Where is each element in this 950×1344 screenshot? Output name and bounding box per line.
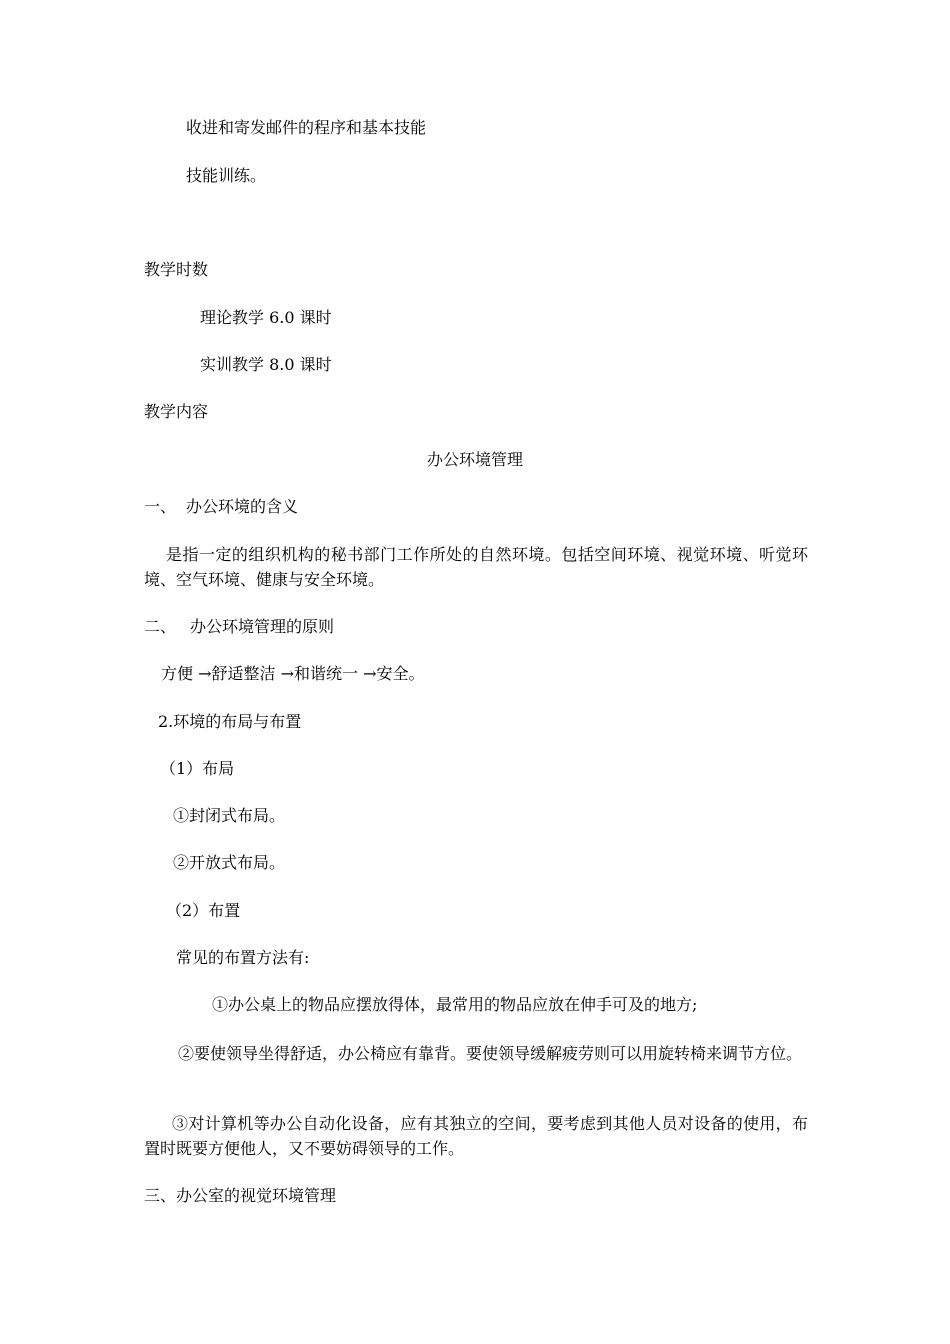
text-practice-hours: 实训教学 8.0 课时 xyxy=(200,355,332,374)
layout-subheading-1: （1）布局 xyxy=(160,759,235,778)
section-1-heading xyxy=(144,497,298,517)
principles-line: 方便 →舒适整洁 →和谐统一 →安全。 xyxy=(161,664,425,683)
text-theory-hours: 理论教学 6.0 课时 xyxy=(200,308,332,327)
common-methods-intro: 常见的布置方法有: xyxy=(176,948,310,967)
text-line-mail-procedures: 收进和寄发邮件的程序和基本技能 xyxy=(186,118,427,137)
section-3-heading: 三、办公室的视觉环境管理 xyxy=(144,1186,337,1205)
heading-teaching-content: 教学内容 xyxy=(144,402,209,421)
layout-open: ②开放式布局。 xyxy=(173,853,286,872)
section-1-title: 办公环境的含义 xyxy=(186,497,299,516)
heading-teaching-hours: 教学时数 xyxy=(144,260,209,279)
section-2-title: 办公环境管理的原则 xyxy=(190,617,335,636)
layout-subheading-2: （2）布置 xyxy=(166,901,241,920)
section-title: 办公环境管理 xyxy=(426,450,523,469)
method-1: ①办公桌上的物品应摆放得体，最常用的物品应放在伸手可及的地方; xyxy=(212,995,698,1014)
layout-closed: ①封闭式布局。 xyxy=(173,806,286,825)
section-1-number: 一、 xyxy=(144,497,177,516)
section-2-number: 二、 xyxy=(144,617,177,636)
text-line-skill-training: 技能训练。 xyxy=(186,166,267,185)
layout-heading: 2.环境的布局与布置 xyxy=(158,712,302,731)
method-3: ③对计算机等办公自动化设备，应有其独立的空间，要考虑到其他人员对设备的使用，布置时既要方便他人，又不要妨碍领导的工作。 xyxy=(144,1114,808,1158)
method-2: ②要使领导坐得舒适，办公椅应有靠背。要使领导缓解疲劳则可以用旋转椅来调节方位。 xyxy=(178,1044,803,1063)
section-1-body: 是指一定的组织机构的秘书部门工作所处的自然环境。包括空间环境、视觉环境、听觉环境、空气环境、健康与安全环境。 xyxy=(144,545,808,589)
section-2-heading xyxy=(144,617,334,637)
